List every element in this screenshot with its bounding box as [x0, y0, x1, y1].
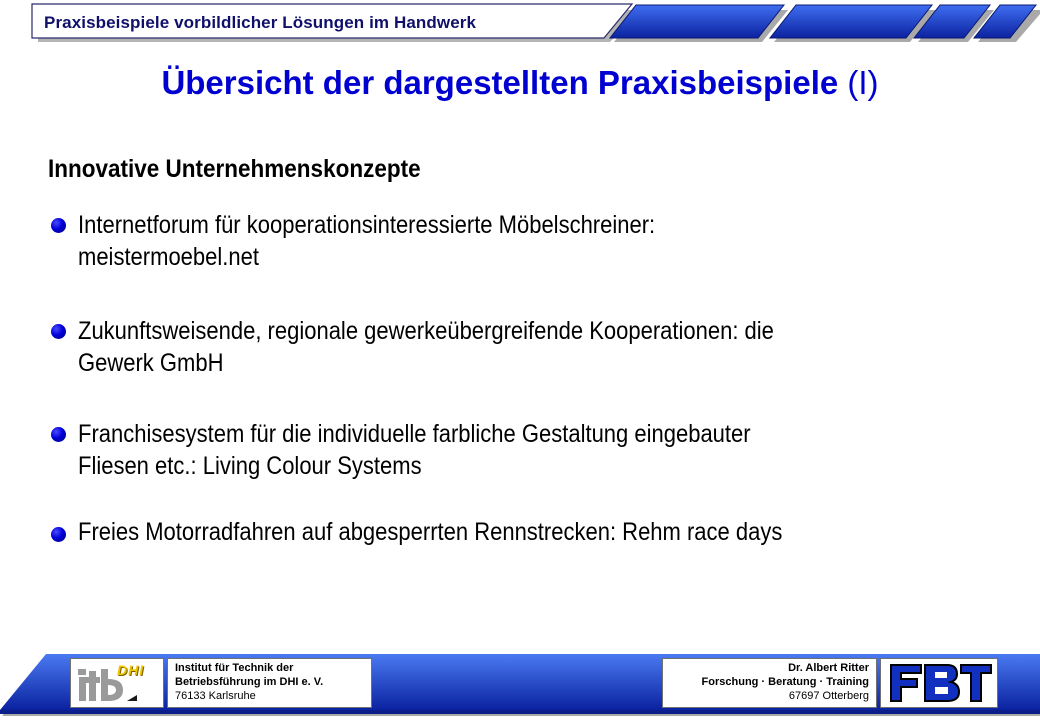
bullet-text: [78, 418, 914, 482]
bullet-dot-icon: [51, 324, 66, 339]
banner-title: Praxisbeispiele vorbildlicher Lösungen im Handwerk: [44, 13, 477, 32]
dhi-label: DHI: [117, 662, 145, 678]
bullet-line: Franchisesystem für die individuelle farbliche Gestaltung eingebauter: [78, 420, 751, 448]
section-heading: Innovative Unternehmenskonzepte: [48, 155, 421, 183]
footer-author-name: Dr. Albert Ritter: [788, 662, 869, 674]
bullet-text: [78, 209, 914, 273]
fbt-logo: [880, 658, 998, 708]
bullet-line: Zukunftsweisende, regionale gewerkeübergreifende Kooperationen: die: [78, 317, 774, 345]
slide-title-main: Übersicht der dargestellten Praxisbeispiele: [161, 64, 839, 101]
fbt-logo-icon: [881, 659, 997, 707]
bullet-line: Fliesen etc.: Living Colour Systems: [78, 452, 422, 480]
footer-institute-line1: Institut für Technik der: [175, 662, 294, 674]
footer-author-services: Forschung · Beratung · Training: [701, 676, 869, 688]
itb-logo: [70, 658, 164, 708]
slide-title: [0, 64, 1040, 102]
bullet-line: meistermoebel.net: [78, 243, 259, 271]
bullet-line: Internetforum für kooperationsinteressierte Möbelschreiner:: [78, 211, 656, 239]
slide-title-suffix: (I): [847, 64, 879, 101]
footer: [0, 650, 1040, 720]
footer-institute-address: 76133 Karlsruhe: [175, 690, 256, 702]
bullet-dot-icon: [51, 427, 66, 442]
fbt-brand-label: [883, 689, 885, 690]
footer-institute-box: [167, 658, 372, 708]
footer-author-address: 67697 Otterberg: [788, 690, 869, 702]
bullet-dot-icon: [51, 527, 66, 542]
bullet-line: Freies Motorradfahren auf abgesperrten Rennstrecken: Rehm race days: [78, 518, 783, 546]
footer-institute-line2: Betriebsführung im DHI e. V.: [175, 676, 324, 688]
bullet-line: Gewerk GmbH: [78, 349, 224, 377]
bullet-text: [78, 315, 914, 379]
footer-author-box: [662, 658, 877, 708]
bullet-dot-icon: [51, 218, 66, 233]
itb-brand-label: [73, 689, 74, 690]
bullet-text: [78, 516, 914, 548]
header-banner: [0, 0, 1040, 46]
